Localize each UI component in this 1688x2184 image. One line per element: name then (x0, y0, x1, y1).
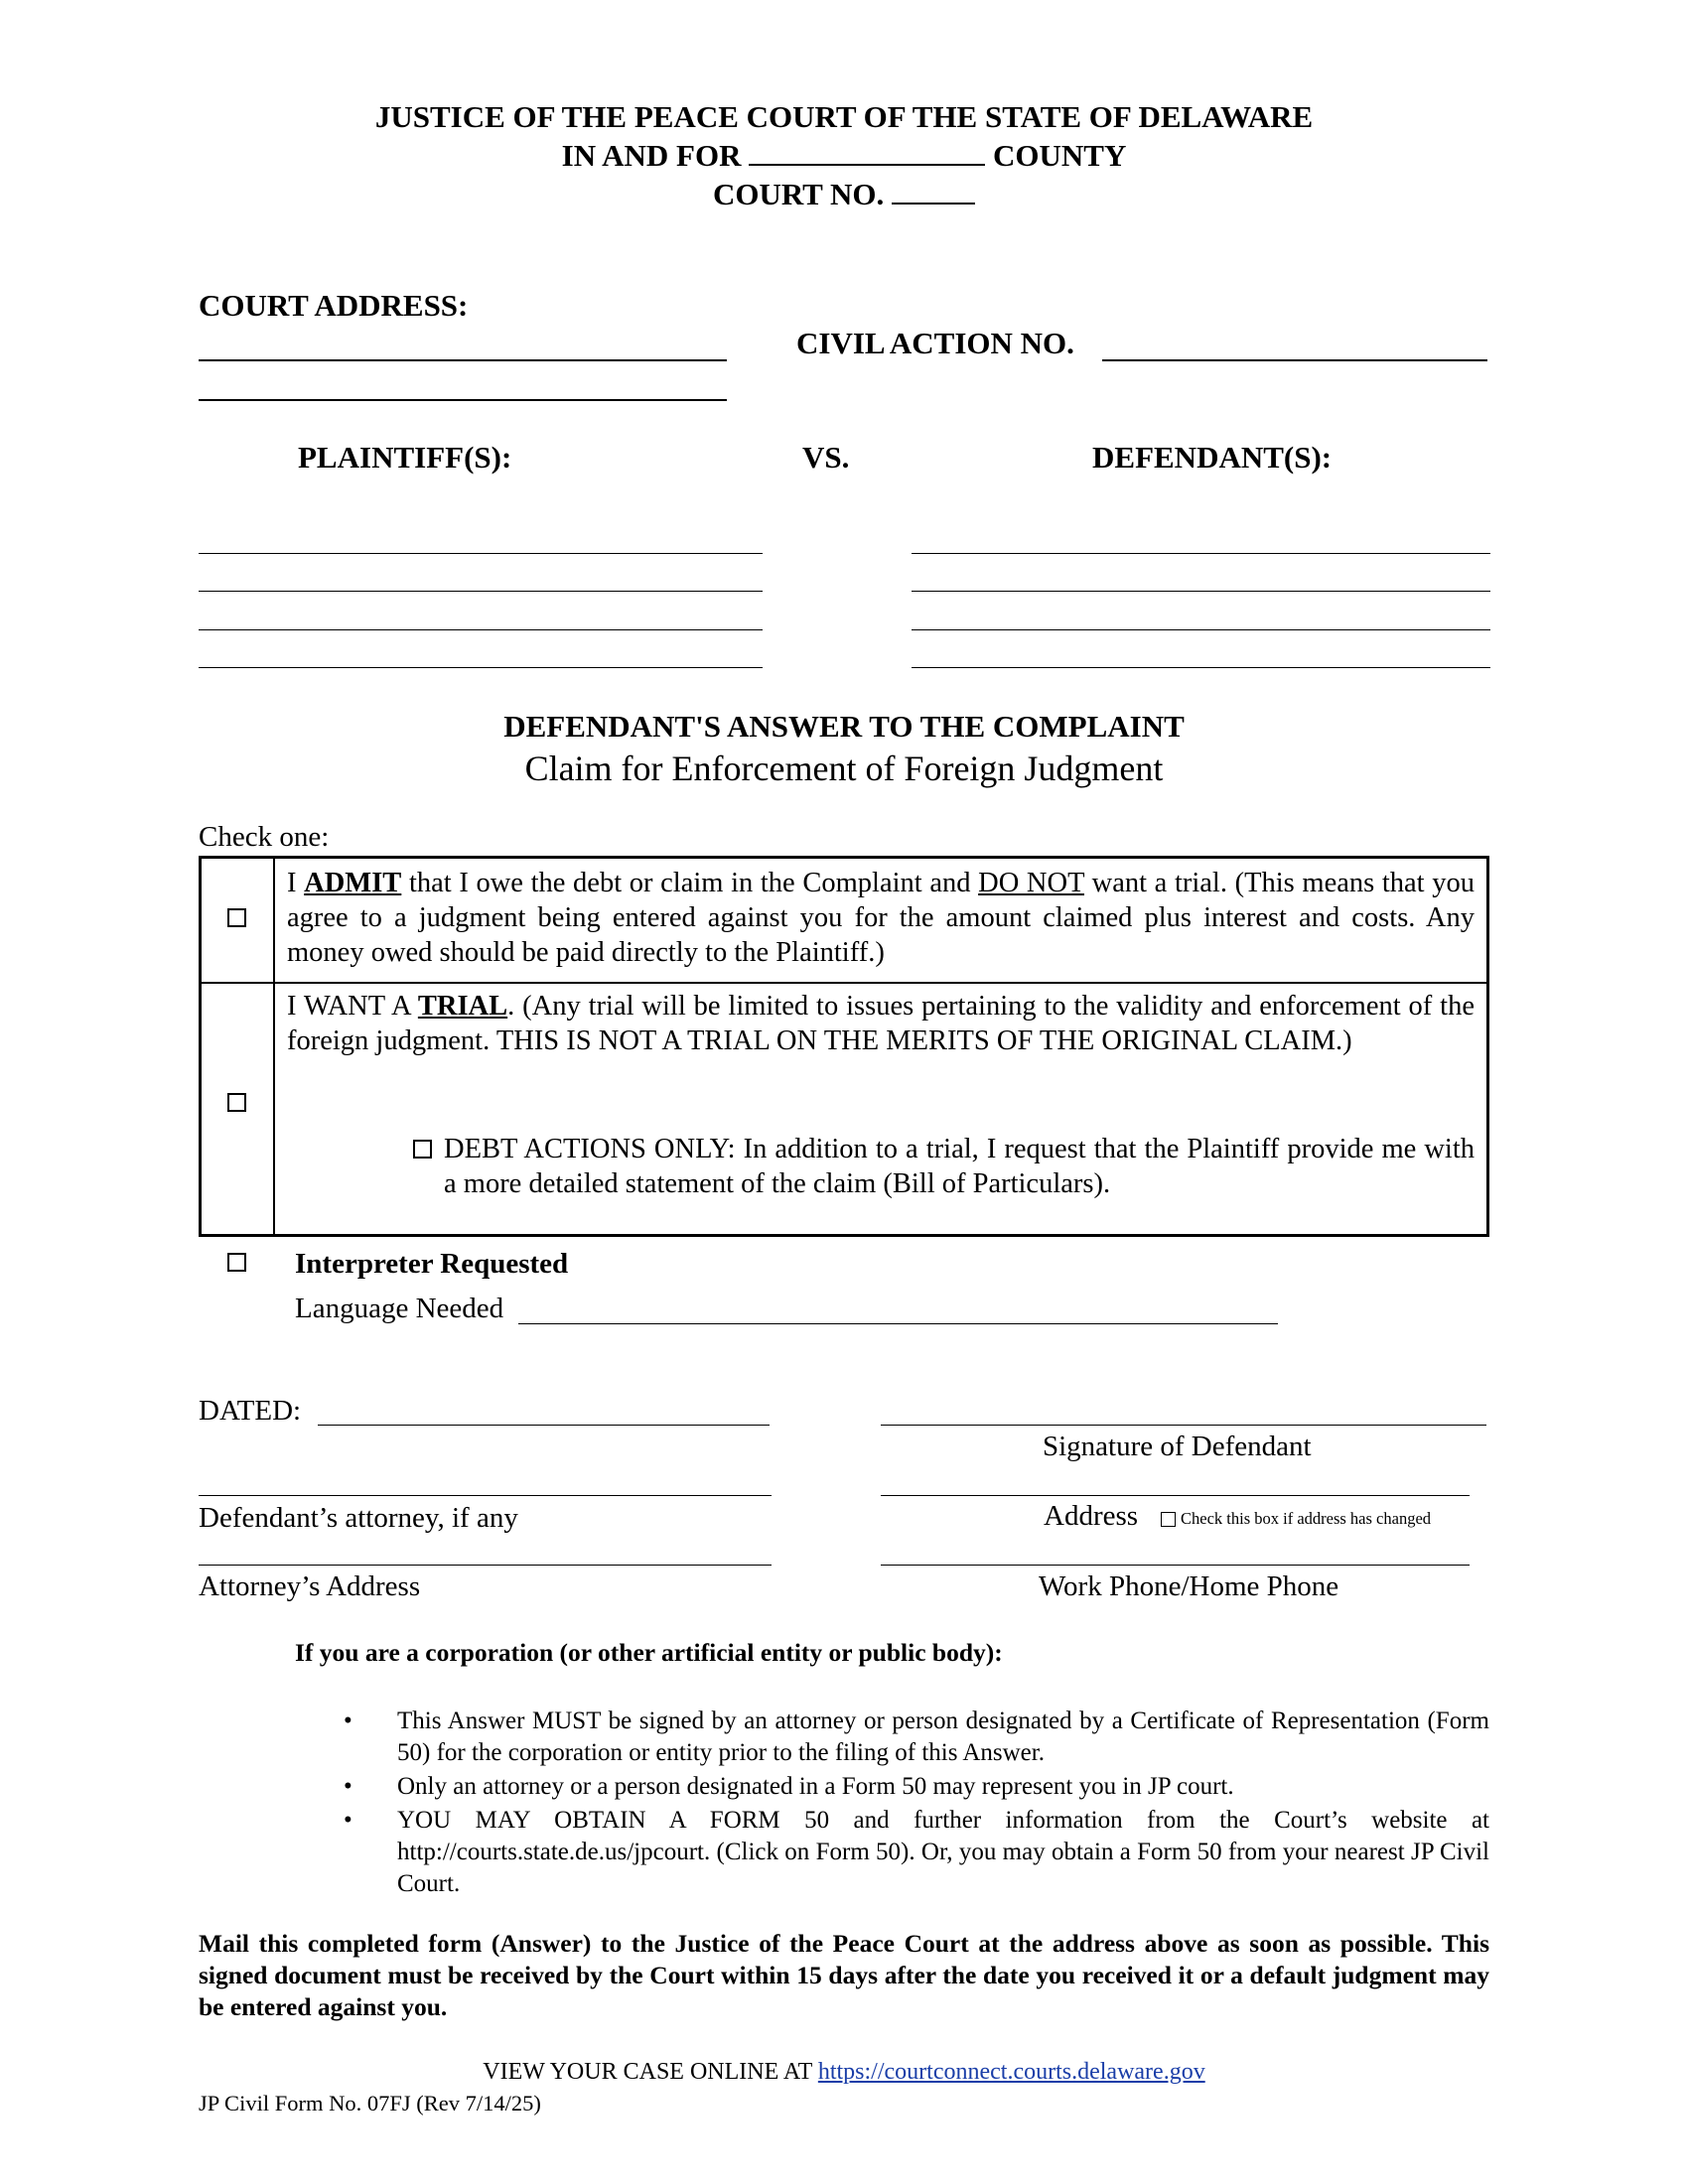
check-one-label: Check one: (199, 821, 330, 853)
phone-line[interactable] (881, 1565, 1470, 1566)
courtconnect-link[interactable]: https://courtconnect.courts.delaware.gov (817, 2059, 1205, 2085)
trial-keyword: TRIAL (417, 991, 508, 1022)
do-not-keyword: DO NOT (978, 868, 1084, 898)
address-changed-label: Check this box if address has changed (1181, 1509, 1432, 1528)
interpreter-label: Interpreter Requested (295, 1248, 569, 1280)
debt-actions-text: DEBT ACTIONS ONLY: In addition to a trial, I request that the Plaintiff provide me with a more detailed statement of the claim (Bill of Particulars). (444, 1134, 1475, 1199)
plaintiff-line-3[interactable] (199, 629, 763, 630)
header-line-3: COURT NO. (0, 175, 1688, 213)
plaintiff-line-4[interactable] (199, 667, 763, 668)
view-online-label: VIEW YOUR CASE ONLINE AT (483, 2059, 812, 2085)
corporation-heading: If you are a corporation (or other artificial entity or public body): (295, 1638, 1003, 1667)
court-address-line-1[interactable] (199, 359, 727, 361)
defendant-label: DEFENDANT(S): (1092, 440, 1333, 475)
mailing-notice: Mail this completed form (Answer) to the Justice of the Peace Court at the address above as soon as possible. This signed document must be received by the Court within 15 days after the date you received it or a default judgment may be entered against you. (199, 1929, 1489, 2021)
trial-checkbox[interactable] (227, 1093, 246, 1112)
list-item: • YOU MAY OBTAIN A FORM 50 and further information from the Court’s website at http://courts.state.de.us/jpcourt. (Click on Form 50). Or, you may obtain a Form 50 from your nearest JP Civil Court. (344, 1807, 1489, 1897)
county-blank[interactable] (749, 138, 985, 166)
table-row-divider (202, 982, 1486, 984)
admit-keyword: ADMIT (304, 868, 402, 898)
plaintiff-label: PLAINTIFF(S): (298, 440, 512, 475)
attorney-address-label: Attorney’s Address (199, 1570, 421, 1602)
address-changed-checkbox[interactable] (1161, 1512, 1176, 1527)
interpreter-checkbox[interactable] (227, 1253, 246, 1272)
form-title-main: DEFENDANT'S ANSWER TO THE COMPLAINT (503, 709, 1185, 744)
court-address-line-2[interactable] (199, 399, 727, 401)
header-line-2: IN AND FOR COUNTY (561, 138, 1127, 173)
list-item: • This Answer MUST be signed by an attorney or person designated by a Certificate of Representation (Form 50) for the corporation or entity prior to the filing of this Answer. (344, 1707, 1489, 1766)
form-title (0, 707, 1688, 790)
plaintiff-line-1[interactable] (199, 553, 763, 554)
plaintiff-line-2[interactable] (199, 591, 763, 592)
address-label: Address (1044, 1500, 1139, 1532)
defendant-line-1[interactable] (912, 553, 1490, 554)
view-online-footer (0, 2059, 1688, 2086)
list-item: • Only an attorney or a person designated in a Form 50 may represent you in JP court. (344, 1773, 1234, 1800)
admit-checkbox[interactable] (227, 908, 246, 927)
answer-options-table (199, 856, 1489, 1237)
admit-option-text: I ADMIT that I owe the debt or claim in the Complaint and DO NOT want a trial. (This means that you agree to a judgment being entered against you for the amount claimed plus interest and costs. Any money owed should be paid directly to the Plaintiff.) (287, 868, 1475, 968)
civil-action-label: CIVIL ACTION NO. (796, 326, 1074, 360)
defendant-line-4[interactable] (912, 667, 1490, 668)
form-title-subtitle: Claim for Enforcement of Foreign Judgment (524, 749, 1164, 788)
form-number: JP Civil Form No. 07FJ (Rev 7/14/25) (199, 2091, 541, 2116)
court-number-blank[interactable] (892, 177, 975, 205)
trial-option-text: I WANT A TRIAL. (Any trial will be limited to issues pertaining to the validity and enforcement of the foreign judgment. THIS IS NOT A TRIAL ON THE MERITS OF THE ORIGINAL CLAIM.) (287, 991, 1475, 1056)
corporation-bullet-list (344, 1706, 1489, 1902)
defendant-line-3[interactable] (912, 629, 1490, 630)
signature-line[interactable] (881, 1425, 1486, 1426)
language-needed-label: Language Needed (295, 1293, 504, 1324)
civil-action-number-line[interactable] (1102, 359, 1487, 361)
defendant-line-2[interactable] (912, 591, 1490, 592)
attorney-line[interactable] (199, 1495, 772, 1496)
signature-label: Signature of Defendant (1043, 1431, 1312, 1462)
attorney-label: Defendant’s attorney, if any (199, 1502, 518, 1534)
dated-line[interactable] (318, 1425, 770, 1426)
phone-label: Work Phone/Home Phone (1039, 1570, 1339, 1602)
language-needed-line[interactable] (518, 1323, 1278, 1324)
debt-actions-checkbox[interactable] (413, 1140, 432, 1159)
dated-label: DATED: (199, 1395, 302, 1427)
attorney-address-line[interactable] (199, 1565, 772, 1566)
address-line[interactable] (881, 1495, 1470, 1496)
court-header (0, 97, 1688, 213)
header-line-1: JUSTICE OF THE PEACE COURT OF THE STATE OF DELAWARE (374, 99, 1314, 134)
table-column-divider (273, 859, 275, 1234)
vs-label: VS. (802, 440, 850, 475)
court-address-label: COURT ADDRESS: (199, 288, 469, 323)
